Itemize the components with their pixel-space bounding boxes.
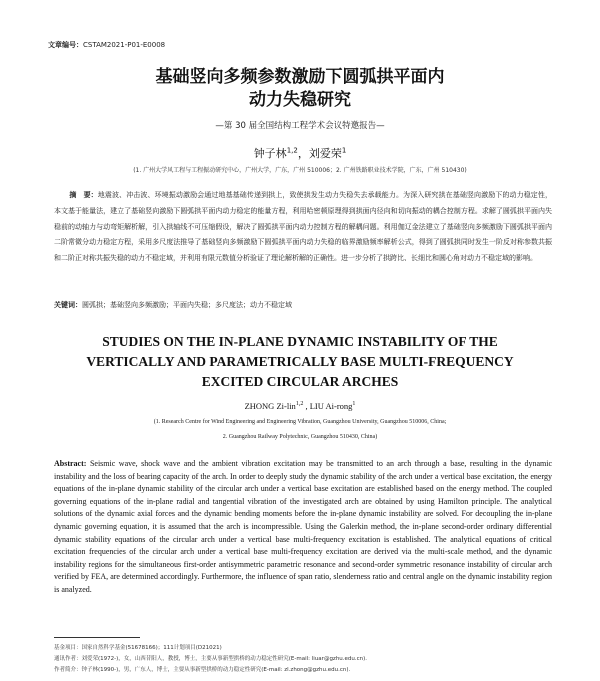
cn-abstract	[54, 188, 552, 267]
footnote-rule	[54, 637, 140, 638]
en-abstract-text: Seismic wave, shock wave and the ambient vibration excitation may be transmitted to an arch through a base, resulting in the dynamic instability and the loss of bearing capacity of the arch. In order to deeply study the dynamic stability of the arch under a vertical base excitation, the energy equations of the in-plane dynamic stability of the circular arch under a vertical base excitation are established based on the energy method. The coupled governing equations of the in-plane radial and tangential vibration of the investigated arch are obtained by using Hamilton principle. The analytical solutions of the dynamic axial forces and the dynamic bending moments before the in-plane dynamic instability are solved. For decoupling the in-plane dynamic governing equation, it is assumed that the arch is incompressible. Using the Galerkin method, the in-plane second-order ordinary differential dynamic stability equations of the circular arch under a vertical base multi-frequency excitation is established. The analytical equations of critical excitation frequencies of the circular arch under a vertical base multi-frequency excitation are derived via the multi-scale method, and the dynamic instability regions for the simultaneous first-order antisymmetric parametric resonance and second-order symmetric resonance instability of circular arch verified by FEA, are determined accordingly. Furthermore, the influence of span ratio, slenderness ratio and central angle on the dynamic instability region is analyzed.	[54, 459, 552, 594]
footnote-author-bio: 作者简介：钟子林(1990-)，男，广东人，博士，主要从事新型拱桥的动力稳定性研究(E-mail: zl.zhong@gzhu.edu.cn).	[54, 667, 351, 673]
cn-author1-sup: 1,2	[286, 146, 298, 155]
en-title-line2: VERTICALLY AND PARAMETRICALLY BASE MULTI-FREQUENCY	[86, 354, 514, 369]
cn-abstract-text: 地震波、冲击波、环境振动激励会通过地基基础传递到拱上，致使拱发生动力失稳失去承载能力。为深入研究拱在基础竖向激励下的动力稳定性，本文基于能量法，建立了基础竖向激励下圆弧拱平面内动力稳定的能量方程，利用哈密顿原理得到拱面内径向和切向振动的耦合控制方程。求解了圆弧拱平面内失稳前的动轴力与动弯矩解析解，引入拱轴线不可压缩假设，解决了圆弧拱平面内动力控制方程的解耦问题。利用伽辽金法建立了基础竖向多频激励下圆弧拱平面内二阶常微分动力稳定方程，采用多尺度法推导了基础竖向多频激励下圆弧拱平面内动力失稳的临界激励频率解析公式，得到了圆弧拱同时发生一阶反对称参数共振和二阶正对称共振失稳的动力不稳定域，并利用有限元数值分析验证了理论解析解的正确性。进一步分析了拱跨比、长细比和圆心角对动力不稳定域的影响。	[54, 191, 553, 263]
en-author2-sup: 1	[352, 401, 356, 408]
article-id-value: CSTAM2021-P01-E0008	[83, 41, 166, 49]
cn-title-line1: 基础竖向多频参数激励下圆弧拱平面内	[155, 67, 445, 87]
cn-keywords	[54, 300, 552, 310]
article-id-label: 文章编号：	[48, 41, 83, 49]
cn-title-line2: 动力失稳研究	[249, 90, 351, 110]
en-author1: ZHONG Zi-lin	[244, 401, 296, 411]
en-author-separator: ,	[303, 401, 310, 411]
en-authors	[0, 401, 600, 411]
cn-author2-sup: 1	[341, 146, 347, 155]
en-abstract-label: Abstract:	[54, 459, 87, 468]
cn-keywords-text: 圆弧拱；基础竖向多频激励；平面内失稳；多尺度法；动力不稳定域	[82, 301, 292, 309]
footnote-corresponding-author: 通讯作者：刘爱荣(1972-)，女，山西昔阳人，教授，博士，主要从事新型拱桥的动力稳定性研究(E-mail: liuar@gzhu.edu.cn).	[54, 656, 368, 662]
article-id	[48, 40, 165, 50]
en-affiliation-1: (1. Research Centre for Wind Engineering and Engineering Vibration, Guangzhou University, Guangzhou 510006, China;	[153, 419, 447, 425]
cn-abstract-label: 摘 要：	[69, 191, 98, 199]
cn-authors	[0, 145, 600, 161]
cn-affiliation: (1. 广州大学风工程与工程振动研究中心，广州大学，广东，广州 510006；2. 广州铁路职业技术学院，广东，广州 510430)	[133, 167, 467, 174]
en-title-line3: EXCITED CIRCULAR ARCHES	[201, 374, 399, 389]
cn-author2: 刘爱荣	[308, 147, 342, 160]
en-author2: LIU Ai-rong	[309, 401, 353, 411]
cn-author-separator: ，	[297, 147, 309, 160]
en-author1-sup: 1,2	[295, 401, 304, 408]
cn-subtitle: —第 30 届全国结构工程学术会议特邀报告—	[215, 121, 385, 131]
cn-keywords-label: 关键词：	[54, 301, 82, 309]
en-title-line1: STUDIES ON THE IN-PLANE DYNAMIC INSTABILITY OF THE	[102, 334, 498, 349]
cn-author1: 钟子林	[253, 147, 287, 160]
en-abstract	[54, 458, 552, 597]
footnote-funding: 基金项目：国家自然科学基金(51678166)；111计划项目(D21021)	[54, 645, 222, 651]
en-affiliation-2: 2. Guangzhou Railway Polytechnic, Guangzhou 510430, China)	[222, 434, 378, 440]
